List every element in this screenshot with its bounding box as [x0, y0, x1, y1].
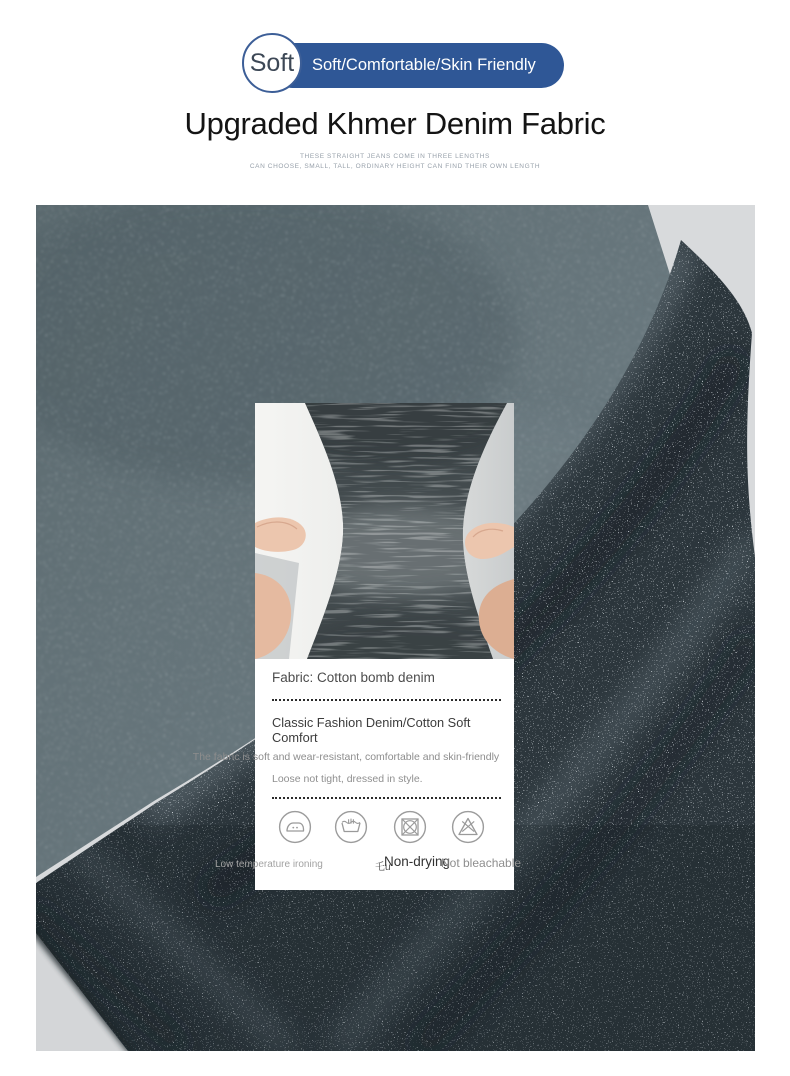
page-subtitle — [0, 152, 790, 171]
subtitle-line-1: THESE STRAIGHT JEANS COME IN THREE LENGTHS — [299, 153, 490, 160]
soft-wear-resistant-line: The fabric is soft and wear-resistant, comfortable and skin-friendly — [192, 751, 500, 763]
fabric-stretch-image — [255, 403, 514, 659]
no-tumble-dry-label: Non-drying — [384, 854, 451, 869]
subtitle-line-2: CAN CHOOSE, SMALL, TALL, ORDINARY HEIGHT CAN FIND THEIR OWN LENGTH — [249, 162, 541, 170]
translation-artifact-text: 乇u — [375, 862, 391, 873]
no-tumble-dry-icon — [393, 810, 427, 844]
soft-pill-banner — [270, 43, 564, 88]
circle-label: Soft — [249, 48, 295, 77]
soft-circle-badge — [242, 33, 302, 93]
classic-line-2: Comfort — [272, 729, 318, 745]
classic-line-1: Classic Fashion Denim/Cotton Soft — [272, 715, 471, 730]
loose-style-line: Loose not tight, dressed in style. — [272, 773, 423, 785]
detail-card — [192, 403, 522, 890]
iron-icon — [278, 810, 312, 844]
page-title: Upgraded Khmer Denim Fabric — [184, 106, 606, 141]
fabric-composition-line: Fabric: Cotton bomb denim — [272, 670, 435, 685]
classic-denim-lines — [272, 716, 470, 745]
dotted-divider-bottom — [272, 797, 501, 799]
pill-label: Soft/Comfortable/Skin Friendly — [312, 56, 536, 74]
hand-wash-icon — [334, 810, 368, 844]
no-bleach-icon — [451, 810, 485, 844]
dotted-divider-top — [272, 699, 501, 701]
iron-icon-label: Low temperature ironing — [215, 859, 323, 870]
no-bleach-label: Not bleachable — [441, 856, 522, 870]
